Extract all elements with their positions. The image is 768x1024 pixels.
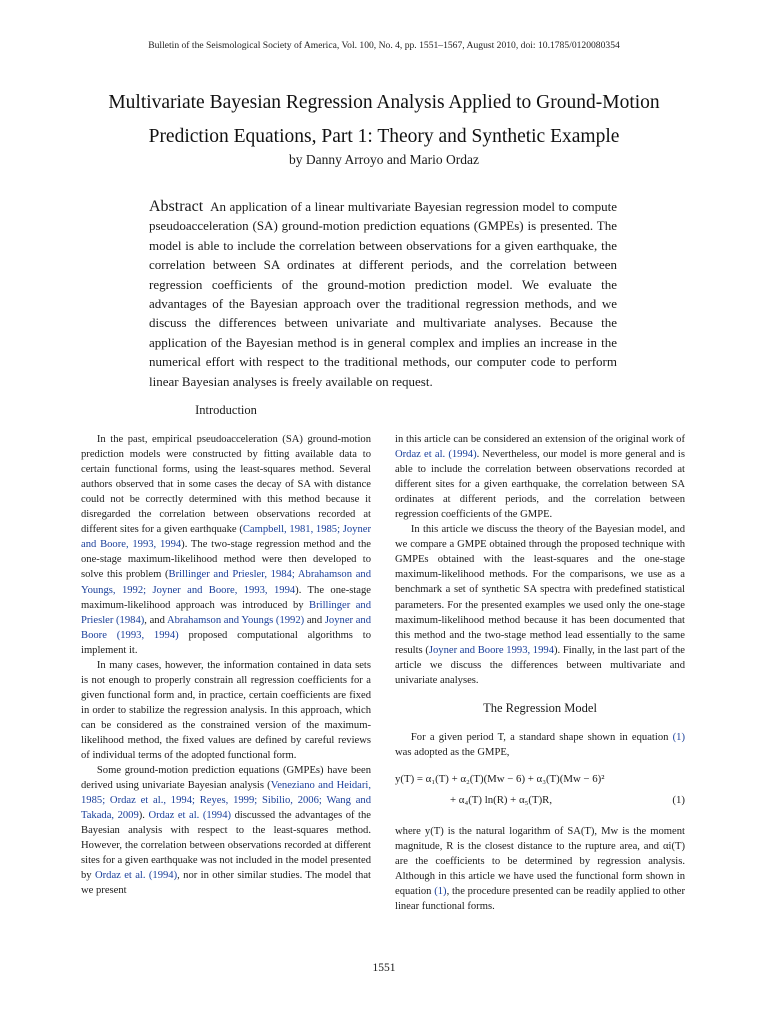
authors: by Danny Arroyo and Mario Ordaz <box>288 152 480 167</box>
page-number: 1551 <box>372 962 396 974</box>
intro-paragraph-2: In many cases, however, the information contained in data sets is not enough to properly constrain all regression coefficients for a given functional form and, in practice, certain coefficients are fixed in order to stabilize the regression analysis. In this approach, which can be considered as the constrained version of the maximum-likelihood method, the fixed values are defined by careful reviews of individual terms of the adopted functional form. <box>81 659 371 762</box>
abstract <box>149 197 617 391</box>
citation-link[interactable]: Ordaz et al. (1994) <box>94 870 178 882</box>
citation-link[interactable]: Abrahamson and Youngs (1992) <box>166 614 305 626</box>
model-paragraph-2: where y(T) is the natural logarithm of SA(T), Mw is the moment magnitude, R is the closest distance to the rupture area, and αi(T) are the coefficients to be determined by regression analysis. Although in this article we have used the functional form shown in equation (1), the procedure presented can be readily applied to other linear functional forms. <box>395 825 685 913</box>
citation-link[interactable]: Joyner and Boore 1993, 1994 <box>428 644 554 656</box>
abstract-heading: Abstract <box>149 198 204 215</box>
citation-link[interactable]: Veneziano and Heidari, 1985; Ordaz et al., 1994; Reyes, 1999; Sibilio, 2006; Wang and Takada, 2009 <box>81 780 372 822</box>
journal-citation: Bulletin of the Seismological Society of America, Vol. 100, No. 4, pp. 1551–1567, August 2010, doi: 10.1785/0120080354 <box>148 40 620 51</box>
citation-link[interactable]: Ordaz et al. (1994) <box>395 449 477 461</box>
left-column <box>81 403 371 899</box>
equation-line-2: + α₄(T) ln(R) + α₅(T)R, <box>450 793 553 806</box>
abstract-text: An application of a linear multivariate Bayesian regression model to compute pseudoacceleration (SA) ground-motion prediction equations (GMPEs) is presented. The model is able to include the correlation between observations for a given earthquake, the correlation between SA ordinates at different periods, and the correlation between regression coefficients of the ground-motion prediction model. We evaluate the advantages of the Bayesian approach over the traditional regression methods, and we discuss the differences between univariate and multivariate analyses. Because the application of the Bayesian method is in general complex and implies an increase in the numerical effort with respect to the traditional methods, our computer code to perform linear Bayesian analyses is freely available on request. <box>149 199 617 389</box>
intro-paragraph-3: Some ground-motion prediction equations (GMPEs) have been derived using univariate Bayesian analysis (Veneziano and Heidari, 1985; Ordaz et al., 1994; Reyes, 1999; Sibilio, 2006; Wang and Takada, 2009). Ordaz et al. (1994) discussed the advantages of the Bayesian analysis with respect to the least-squares method. However, the correlation between observations recorded at different sites for a given earthquake was not included in the model presented by Ordaz et al. (1994), nor in other similar studies. The model that we present <box>81 765 372 897</box>
equation-link[interactable]: (1) <box>672 731 685 743</box>
citation-link[interactable]: Joyner and Boore (1993, 1994) <box>81 614 372 641</box>
intro-paragraph-1: In the past, empirical pseudoacceleration (SA) ground-motion prediction models were constructed by fitting available data to certain functional forms, using the least-squares method. Several authors observed that in some cases the decay of SA with distance could not be correctly determined with this method because it disregarded the correlation between observations recorded at different sites for a given earthquake (Campbell, 1981, 1985; Joyner and Boore, 1993, 1994). The two-stage regression method and the one-stage maximum-likelihood method were then developed to solve this problem (Brillinger and Priesler, 1984; Abrahamson and Youngs, 1992; Joyner and Boore, 1993, 1994). The one-stage maximum-likelihood approach was introduced by Brillinger and Priesler (1984), and Abrahamson and Youngs (1992) and Joyner and Boore (1993, 1994) proposed computational algorithms to implement it. <box>81 434 372 656</box>
right-column <box>395 432 685 914</box>
citation-link[interactable]: Brillinger and Priesler (1984) <box>81 599 371 626</box>
citation-link[interactable]: Ordaz et al. (1994) <box>148 810 232 822</box>
intro-paragraph-5: In this article we discuss the theory of the Bayesian model, and we compare a GMPE obtained through the proposed technique with GMPEs obtained with the least-squares and the one-stage maximum-likelihood methods. For the comparisons, we use as a benchmark a set of synthetic SA spectra with predefined statistical parameters. For the presented examples we used only the one-stage maximum-likelihood method because it has been documented that this method and the two-stage method lead essentially to the same results (Joyner and Boore 1993, 1994). Finally, in the last part of the article we discuss the differences between multivariate and univariate analyses. <box>395 524 685 686</box>
citation-link[interactable]: Campbell, 1981, 1985; Joyner and Boore, 1993, 1994 <box>81 524 371 551</box>
paper-title <box>60 86 708 154</box>
title-line-2: Prediction Equations, Part 1: Theory and Synthetic Example <box>148 126 620 147</box>
regression-model-heading: The Regression Model <box>483 700 597 715</box>
introduction-heading: Introduction <box>195 403 257 417</box>
intro-paragraph-4: in this article can be considered an extension of the original work of Ordaz et al. (1994). Nevertheless, our model is more general and is able to include the correlation between observations recorded at different sites for a given earthquake, the correlation between SA ordinates at different periods, and the correlation between regression coefficients of the GMPE. <box>395 434 685 521</box>
model-paragraph-1: For a given period T, a standard shape shown in equation (1) was adopted as the GMPE, <box>395 731 685 758</box>
title-line-1: Multivariate Bayesian Regression Analysis Applied to Ground-Motion <box>108 92 660 113</box>
citation-link[interactable]: Brillinger and Priesler, 1984; Abrahamson and Youngs, 1992; Joyner and Boore, 1993, 1994 <box>81 569 371 596</box>
equation-link[interactable]: (1) <box>434 886 447 898</box>
equation-1 <box>395 772 685 812</box>
equation-number: (1) <box>672 793 685 806</box>
equation-line-1: y(T) = α₁(T) + α₂(T)(Mw − 6) + α₃(T)(Mw − 6)² <box>395 772 605 785</box>
